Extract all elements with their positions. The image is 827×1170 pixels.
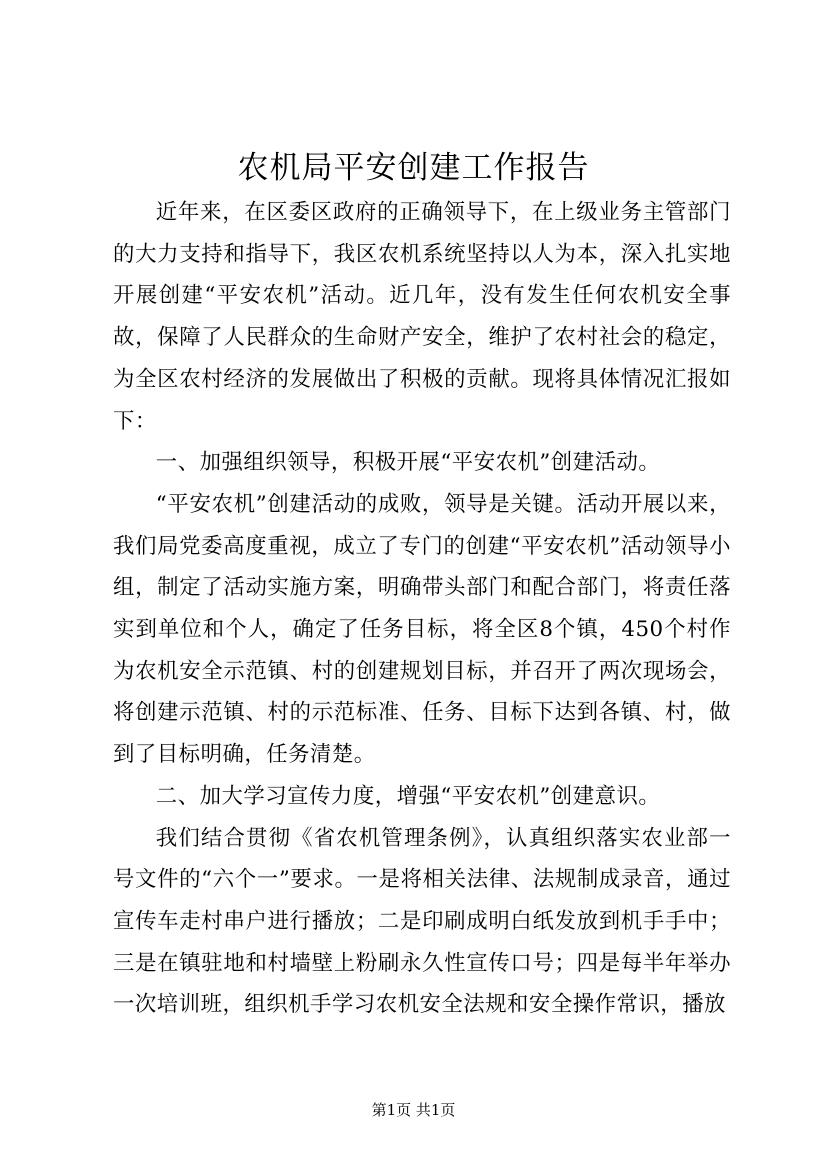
section-heading-1: 一、加强组织领导，积极开展“平安农机”创建活动。 bbox=[155, 450, 661, 476]
section-1-paragraph: “平安农机”创建活动的成败，领导是关键。活动开展以来，我们局党委高度重视，成立了专门的创建“平安农机”活动领导小组，制定了活动实施方案，明确带头部门和配合部门，将责任落实到单位和个人，确定了任务目标，将全区8个镇，450个村作为农机安全示范镇、村的创建规划目标，并召开了两次现场会，将创建示范镇、村的示范标准、任务、目标下达到各镇、村，做到了目标明确，任务清楚。 bbox=[113, 491, 731, 768]
document-body bbox=[113, 192, 731, 1026]
page-footer: 第1页 共1页 bbox=[371, 1101, 456, 1119]
document-title: 农机局平安创建工作报告 bbox=[237, 150, 590, 186]
intro-paragraph: 近年来，在区委区政府的正确领导下，在上级业务主管部门的大力支持和指导下，我区农机系统坚持以人为本，深入扎实地开展创建“平安农机”活动。近几年，没有发生任何农机安全事故，保障了人民群众的生命财产安全，维护了农村社会的稳定，为全区农村经济的发展做出了积极的贡献。现将具体情况汇报如下： bbox=[113, 200, 731, 434]
section-heading-2: 二、加大学习宣传力度，增强“平安农机”创建意识。 bbox=[155, 783, 661, 809]
section-2-paragraph: 我们结合贯彻《省农机管理条例》，认真组织落实农业部一号文件的“六个一”要求。一是将相关法律、法规制成录音，通过宣传车走村串户进行播放；二是印刷成明白纸发放到机手手中；三是在镇驻地和村墙壁上粉刷永久性宣传口号；四是每半年举办一次培训班，组织机手学习农机安全法规和安全操作常识，播放 bbox=[113, 825, 731, 1018]
